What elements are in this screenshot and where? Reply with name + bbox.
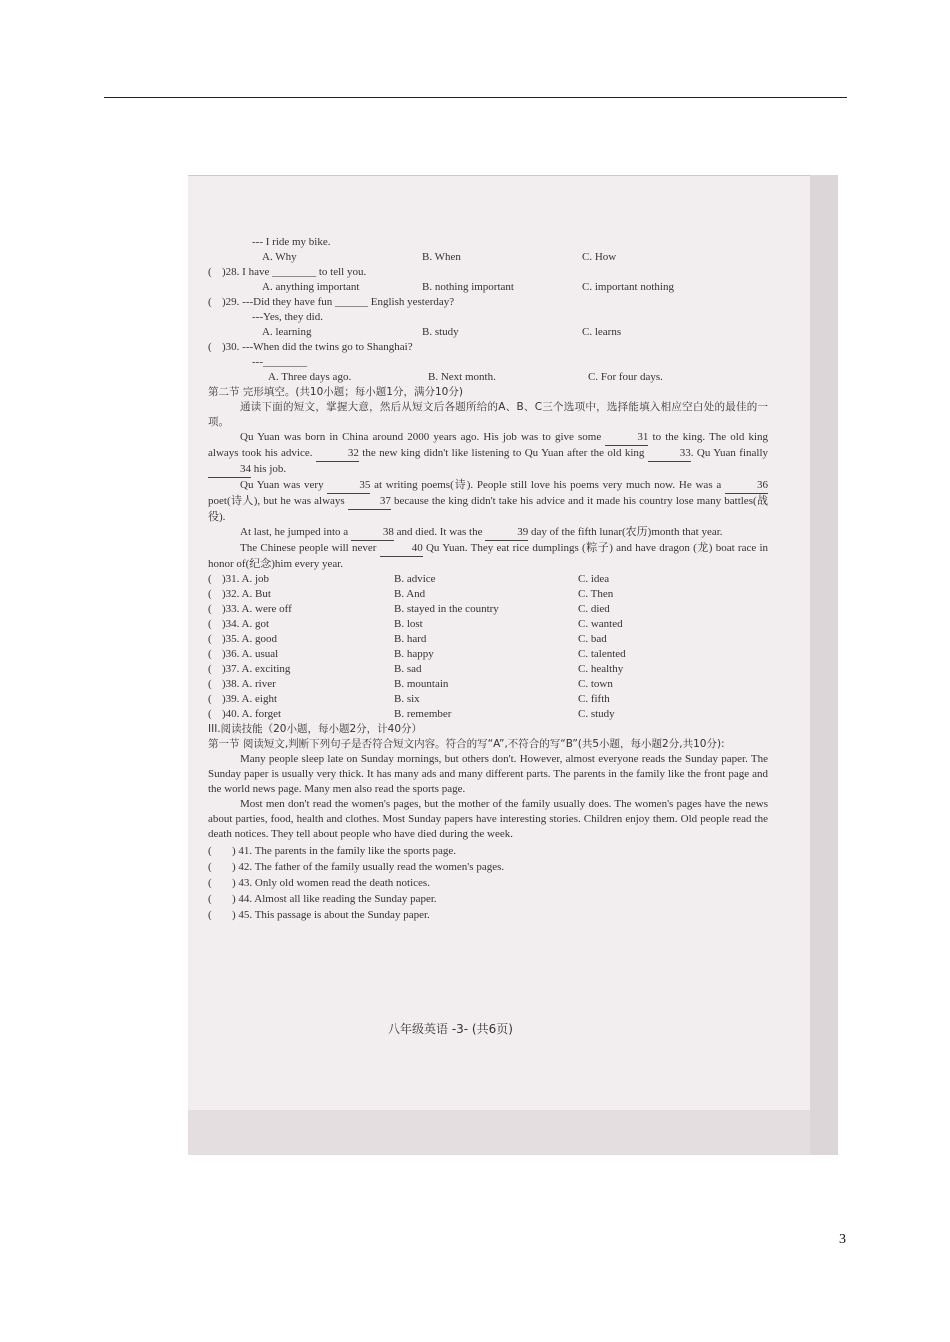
- q27-answer-line: --- I ride my bike.: [252, 236, 331, 248]
- q29-stem: ( )29. ---Did they have fun ______ English yesterday?: [208, 296, 455, 308]
- cloze-option-row: ( )32. A. But B. And C. Then: [208, 588, 614, 600]
- cloze-options: [208, 572, 768, 722]
- blank-36: 36: [725, 478, 768, 494]
- judge-questions: [208, 844, 768, 924]
- blank-39: 39: [485, 525, 528, 541]
- q29-answer-line: ---Yes, they did.: [252, 311, 323, 323]
- cloze-paragraph-2: Qu Yuan was very 35 at writing poems(诗). People still love his poems very much now. He was a 36 poet(诗人), but he was always 37 because the king didn't take his advice and it made his country lose many battles(战役).: [208, 479, 769, 523]
- section2-instructions: 通读下面的短文，掌握大意，然后从短文后各题所给的A、B、C三个选项中，选择能填入相应空白处的最佳的一项。: [208, 401, 768, 428]
- q30-option-c: C. For four days.: [588, 371, 663, 383]
- cloze-option-row: ( )37. A. exciting B. sad C. healthy: [208, 663, 624, 675]
- scan-right-strip: [810, 175, 838, 1155]
- scan-bottom-strip: [188, 1110, 810, 1155]
- judge-question: ( ) 43. Only old women read the death notices.: [208, 877, 430, 889]
- judge-question: ( ) 41. The parents in the family like the sports page.: [208, 845, 457, 857]
- q30-option-b: B. Next month.: [428, 371, 496, 383]
- blank-40: 40: [380, 541, 423, 557]
- q27-option-c: C. How: [582, 251, 617, 263]
- cloze-paragraph-4: The Chinese people will never 40 Qu Yuan. They eat rice dumplings (粽子) and have dragon (龙) boat race in honor of(纪念)him every year.: [208, 542, 769, 570]
- q29-option-a: A. learning: [262, 326, 312, 338]
- blank-31: 31: [605, 430, 648, 446]
- q29-option-b: B. study: [422, 326, 459, 338]
- section3-title: III.阅读技能（20小题，每小题2分，计40分）: [208, 723, 423, 735]
- judge-question: ( ) 45. This passage is about the Sunday paper.: [208, 909, 430, 921]
- q28-stem: ( )28. I have ________ to tell you.: [208, 266, 367, 278]
- scanned-page: [188, 175, 838, 1155]
- q29-options: [208, 325, 768, 340]
- judge-question: ( ) 44. Almost all like reading the Sunday paper.: [208, 893, 437, 905]
- exam-content: [208, 235, 768, 924]
- judge-question: ( ) 42. The father of the family usually read the women's pages.: [208, 861, 505, 873]
- blank-32: 32: [316, 446, 359, 462]
- q28-option-b: B. nothing important: [422, 281, 514, 293]
- blank-34: 34: [208, 462, 251, 478]
- cloze-option-row: ( )31. A. job B. advice C. idea: [208, 573, 610, 585]
- q29-option-c: C. learns: [582, 326, 622, 338]
- q30-option-a: A. Three days ago.: [268, 371, 352, 383]
- cloze-option-row: ( )38. A. river B. mountain C. town: [208, 678, 613, 690]
- cloze-option-row: ( )34. A. got B. lost C. wanted: [208, 618, 623, 630]
- cloze-option-row: ( )33. A. were off B. stayed in the country C. died: [208, 603, 610, 615]
- q28-options: [208, 280, 768, 295]
- q27-option-a: A. Why: [262, 251, 297, 263]
- cloze-option-row: ( )39. A. eight B. six C. fifth: [208, 693, 610, 705]
- q30-stem: ( )30. ---When did the twins go to Shanghai?: [208, 341, 413, 353]
- q28-option-c: C. important nothing: [582, 281, 674, 293]
- q30-answer-line: ---________: [252, 356, 307, 368]
- section2-title: 第二节 完形填空。(共10小题；每小题1分，满分10分): [208, 386, 463, 398]
- cloze-option-row: ( )40. A. forget B. remember C. study: [208, 708, 615, 720]
- reading-paragraph-1: Many people sleep late on Sunday mornings, but others don't. However, almost everyone reads the Sunday paper. The Sunday paper is usually very thick. It has many ads and many different parts. The parents in the family like the front page and the world news page. Many men also read the sports page.: [208, 753, 768, 795]
- blank-37: 37: [348, 494, 391, 510]
- exam-footer: 八年级英语 -3- (共6页): [388, 1022, 513, 1036]
- q27-options: [208, 250, 768, 265]
- page-number: 3: [839, 1232, 846, 1247]
- blank-35: 35: [327, 478, 370, 494]
- reading-paragraph-2: Most men don't read the women's pages, but the mother of the family usually does. The women's pages have the news about parties, food, health and clothes. Most Sunday papers have interesting stories. Children enjoy them. Old people read the death notices. They tell about people who have died during the week.: [208, 798, 768, 840]
- cloze-paragraph-1: Qu Yuan was born in China around 2000 years ago. His job was to give some 31 to the king. The old king always took his advice. 32 the new king didn't like listening to Qu Yuan after the old king 33. Qu Yuan finally 34 his job.: [208, 430, 768, 478]
- q30-options: [208, 370, 768, 385]
- blank-33: 33: [648, 446, 691, 462]
- blank-38: 38: [351, 525, 394, 541]
- q27-option-b: B. When: [422, 251, 461, 263]
- cloze-option-row: ( )35. A. good B. hard C. bad: [208, 633, 607, 645]
- cloze-paragraph-3: At last, he jumped into a 38 and died. It was the 39 day of the fifth lunar(农历)month that year.: [208, 525, 768, 541]
- cloze-option-row: ( )36. A. usual B. happy C. talented: [208, 648, 626, 660]
- section3-subtitle: 第一节 阅读短文,判断下列句子是否符合短文内容。符合的写“A”,不符合的写“B”(共5小题，每小题2分,共10分):: [208, 738, 725, 750]
- q28-option-a: A. anything important: [262, 281, 360, 293]
- header-rule: [104, 97, 847, 98]
